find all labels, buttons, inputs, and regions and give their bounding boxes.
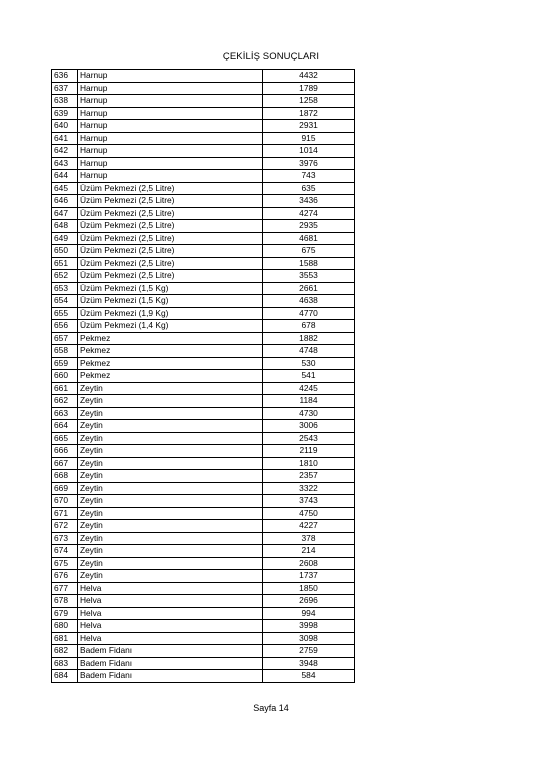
draw-number-cell: 3553 xyxy=(263,270,355,283)
item-name-cell: Üzüm Pekmezi (2,5 Litre) xyxy=(78,195,263,208)
row-number-cell: 668 xyxy=(52,470,78,483)
item-name-cell: Zeytin xyxy=(78,570,263,583)
item-name-cell: Zeytin xyxy=(78,432,263,445)
row-number-cell: 651 xyxy=(52,257,78,270)
draw-number-cell: 1850 xyxy=(263,582,355,595)
table-row xyxy=(52,257,355,270)
draw-number-cell: 994 xyxy=(263,607,355,620)
table-row xyxy=(52,607,355,620)
table-row xyxy=(52,220,355,233)
draw-number-cell: 2931 xyxy=(263,120,355,133)
row-number-cell: 684 xyxy=(52,670,78,683)
item-name-cell: Badem Fidanı xyxy=(78,657,263,670)
row-number-cell: 671 xyxy=(52,507,78,520)
item-name-cell: Üzüm Pekmezi (1,5 Kg) xyxy=(78,282,263,295)
draw-number-cell: 4750 xyxy=(263,507,355,520)
row-number-cell: 661 xyxy=(52,382,78,395)
draw-number-cell: 2119 xyxy=(263,445,355,458)
row-number-cell: 654 xyxy=(52,295,78,308)
draw-number-cell: 4245 xyxy=(263,382,355,395)
draw-number-cell: 4227 xyxy=(263,520,355,533)
draw-number-cell: 3322 xyxy=(263,482,355,495)
table-row xyxy=(52,520,355,533)
item-name-cell: Zeytin xyxy=(78,407,263,420)
table-row xyxy=(52,282,355,295)
table-row xyxy=(52,670,355,683)
draw-number-cell: 1872 xyxy=(263,107,355,120)
table-row xyxy=(52,545,355,558)
item-name-cell: Zeytin xyxy=(78,495,263,508)
item-name-cell: Üzüm Pekmezi (2,5 Litre) xyxy=(78,207,263,220)
row-number-cell: 670 xyxy=(52,495,78,508)
table-row xyxy=(52,370,355,383)
row-number-cell: 640 xyxy=(52,120,78,133)
draw-number-cell: 4730 xyxy=(263,407,355,420)
table-row xyxy=(52,620,355,633)
table-row xyxy=(52,132,355,145)
table-row xyxy=(52,195,355,208)
row-number-cell: 638 xyxy=(52,95,78,108)
draw-number-cell: 2696 xyxy=(263,595,355,608)
draw-number-cell: 1184 xyxy=(263,395,355,408)
table-row xyxy=(52,357,355,370)
row-number-cell: 677 xyxy=(52,582,78,595)
table-row xyxy=(52,95,355,108)
draw-number-cell: 3976 xyxy=(263,157,355,170)
results-table-body xyxy=(52,70,355,683)
table-row xyxy=(52,107,355,120)
item-name-cell: Pekmez xyxy=(78,370,263,383)
draw-number-cell: 2608 xyxy=(263,557,355,570)
row-number-cell: 659 xyxy=(52,357,78,370)
row-number-cell: 653 xyxy=(52,282,78,295)
row-number-cell: 675 xyxy=(52,557,78,570)
item-name-cell: Harnup xyxy=(78,145,263,158)
table-row xyxy=(52,645,355,658)
table-row xyxy=(52,270,355,283)
item-name-cell: Zeytin xyxy=(78,557,263,570)
draw-number-cell: 675 xyxy=(263,245,355,258)
table-row xyxy=(52,207,355,220)
draw-number-cell: 214 xyxy=(263,545,355,558)
item-name-cell: Üzüm Pekmezi (2,5 Litre) xyxy=(78,270,263,283)
draw-number-cell: 4748 xyxy=(263,345,355,358)
draw-number-cell: 2661 xyxy=(263,282,355,295)
item-name-cell: Zeytin xyxy=(78,420,263,433)
row-number-cell: 680 xyxy=(52,620,78,633)
table-row xyxy=(52,632,355,645)
item-name-cell: Harnup xyxy=(78,95,263,108)
item-name-cell: Zeytin xyxy=(78,470,263,483)
item-name-cell: Zeytin xyxy=(78,507,263,520)
row-number-cell: 655 xyxy=(52,307,78,320)
draw-number-cell: 4638 xyxy=(263,295,355,308)
draw-number-cell: 3998 xyxy=(263,620,355,633)
page-title: ÇEKİLİŞ SONUÇLARI xyxy=(222,51,320,62)
item-name-cell: Üzüm Pekmezi (2,5 Litre) xyxy=(78,232,263,245)
table-row xyxy=(52,145,355,158)
item-name-cell: Pekmez xyxy=(78,357,263,370)
row-number-cell: 669 xyxy=(52,482,78,495)
draw-number-cell: 915 xyxy=(263,132,355,145)
table-row xyxy=(52,295,355,308)
row-number-cell: 665 xyxy=(52,432,78,445)
row-number-cell: 672 xyxy=(52,520,78,533)
table-row xyxy=(52,507,355,520)
table-row xyxy=(52,470,355,483)
item-name-cell: Zeytin xyxy=(78,395,263,408)
row-number-cell: 683 xyxy=(52,657,78,670)
draw-number-cell: 1014 xyxy=(263,145,355,158)
row-number-cell: 664 xyxy=(52,420,78,433)
item-name-cell: Zeytin xyxy=(78,532,263,545)
table-row xyxy=(52,245,355,258)
row-number-cell: 637 xyxy=(52,82,78,95)
row-number-cell: 660 xyxy=(52,370,78,383)
table-row xyxy=(52,582,355,595)
table-row xyxy=(52,407,355,420)
draw-number-cell: 1737 xyxy=(263,570,355,583)
item-name-cell: Helva xyxy=(78,582,263,595)
table-row xyxy=(52,170,355,183)
table-row xyxy=(52,320,355,333)
draw-number-cell: 3436 xyxy=(263,195,355,208)
table-row xyxy=(52,532,355,545)
table-row xyxy=(52,157,355,170)
draw-number-cell: 635 xyxy=(263,182,355,195)
table-row xyxy=(52,120,355,133)
item-name-cell: Üzüm Pekmezi (1,4 Kg) xyxy=(78,320,263,333)
table-row xyxy=(52,182,355,195)
table-row xyxy=(52,432,355,445)
item-name-cell: Pekmez xyxy=(78,345,263,358)
item-name-cell: Harnup xyxy=(78,107,263,120)
row-number-cell: 644 xyxy=(52,170,78,183)
row-number-cell: 666 xyxy=(52,445,78,458)
draw-number-cell: 1588 xyxy=(263,257,355,270)
draw-number-cell: 584 xyxy=(263,670,355,683)
table-row xyxy=(52,595,355,608)
item-name-cell: Badem Fidanı xyxy=(78,645,263,658)
draw-number-cell: 2543 xyxy=(263,432,355,445)
row-number-cell: 648 xyxy=(52,220,78,233)
item-name-cell: Badem Fidanı xyxy=(78,670,263,683)
row-number-cell: 663 xyxy=(52,407,78,420)
row-number-cell: 650 xyxy=(52,245,78,258)
row-number-cell: 639 xyxy=(52,107,78,120)
item-name-cell: Üzüm Pekmezi (2,5 Litre) xyxy=(78,182,263,195)
item-name-cell: Helva xyxy=(78,595,263,608)
item-name-cell: Helva xyxy=(78,620,263,633)
draw-number-cell: 1789 xyxy=(263,82,355,95)
table-row xyxy=(52,332,355,345)
table-row xyxy=(52,657,355,670)
row-number-cell: 649 xyxy=(52,232,78,245)
table-row xyxy=(52,570,355,583)
row-number-cell: 657 xyxy=(52,332,78,345)
page-number: Sayfa 14 xyxy=(253,703,289,713)
draw-number-cell: 530 xyxy=(263,357,355,370)
draw-number-cell: 1810 xyxy=(263,457,355,470)
row-number-cell: 679 xyxy=(52,607,78,620)
results-table xyxy=(51,69,355,683)
draw-number-cell: 541 xyxy=(263,370,355,383)
draw-number-cell: 2357 xyxy=(263,470,355,483)
row-number-cell: 643 xyxy=(52,157,78,170)
item-name-cell: Harnup xyxy=(78,157,263,170)
draw-number-cell: 4432 xyxy=(263,70,355,83)
draw-number-cell: 4770 xyxy=(263,307,355,320)
item-name-cell: Harnup xyxy=(78,170,263,183)
row-number-cell: 646 xyxy=(52,195,78,208)
table-row xyxy=(52,307,355,320)
table-row xyxy=(52,232,355,245)
row-number-cell: 676 xyxy=(52,570,78,583)
item-name-cell: Zeytin xyxy=(78,482,263,495)
table-row xyxy=(52,445,355,458)
table-row xyxy=(52,495,355,508)
table-row xyxy=(52,420,355,433)
draw-number-cell: 678 xyxy=(263,320,355,333)
item-name-cell: Zeytin xyxy=(78,520,263,533)
row-number-cell: 674 xyxy=(52,545,78,558)
table-row xyxy=(52,557,355,570)
table-row xyxy=(52,82,355,95)
draw-number-cell: 4681 xyxy=(263,232,355,245)
table-row xyxy=(52,70,355,83)
draw-number-cell: 3006 xyxy=(263,420,355,433)
row-number-cell: 642 xyxy=(52,145,78,158)
item-name-cell: Zeytin xyxy=(78,382,263,395)
row-number-cell: 662 xyxy=(52,395,78,408)
table-row xyxy=(52,395,355,408)
item-name-cell: Harnup xyxy=(78,82,263,95)
row-number-cell: 636 xyxy=(52,70,78,83)
table-row xyxy=(52,457,355,470)
table-row xyxy=(52,382,355,395)
row-number-cell: 647 xyxy=(52,207,78,220)
item-name-cell: Zeytin xyxy=(78,457,263,470)
item-name-cell: Üzüm Pekmezi (2,5 Litre) xyxy=(78,220,263,233)
item-name-cell: Harnup xyxy=(78,70,263,83)
row-number-cell: 652 xyxy=(52,270,78,283)
table-row xyxy=(52,482,355,495)
item-name-cell: Üzüm Pekmezi (1,5 Kg) xyxy=(78,295,263,308)
item-name-cell: Zeytin xyxy=(78,445,263,458)
row-number-cell: 682 xyxy=(52,645,78,658)
draw-number-cell: 743 xyxy=(263,170,355,183)
draw-number-cell: 3948 xyxy=(263,657,355,670)
draw-number-cell: 378 xyxy=(263,532,355,545)
draw-number-cell: 1258 xyxy=(263,95,355,108)
item-name-cell: Helva xyxy=(78,632,263,645)
draw-number-cell: 3743 xyxy=(263,495,355,508)
row-number-cell: 641 xyxy=(52,132,78,145)
item-name-cell: Harnup xyxy=(78,120,263,133)
draw-number-cell: 2759 xyxy=(263,645,355,658)
item-name-cell: Zeytin xyxy=(78,545,263,558)
item-name-cell: Harnup xyxy=(78,132,263,145)
row-number-cell: 667 xyxy=(52,457,78,470)
row-number-cell: 673 xyxy=(52,532,78,545)
draw-number-cell: 4274 xyxy=(263,207,355,220)
table-row xyxy=(52,345,355,358)
item-name-cell: Helva xyxy=(78,607,263,620)
draw-number-cell: 2935 xyxy=(263,220,355,233)
draw-number-cell: 1882 xyxy=(263,332,355,345)
item-name-cell: Pekmez xyxy=(78,332,263,345)
item-name-cell: Üzüm Pekmezi (1,9 Kg) xyxy=(78,307,263,320)
item-name-cell: Üzüm Pekmezi (2,5 Litre) xyxy=(78,257,263,270)
row-number-cell: 645 xyxy=(52,182,78,195)
draw-number-cell: 3098 xyxy=(263,632,355,645)
row-number-cell: 656 xyxy=(52,320,78,333)
row-number-cell: 658 xyxy=(52,345,78,358)
row-number-cell: 681 xyxy=(52,632,78,645)
item-name-cell: Üzüm Pekmezi (2,5 Litre) xyxy=(78,245,263,258)
row-number-cell: 678 xyxy=(52,595,78,608)
